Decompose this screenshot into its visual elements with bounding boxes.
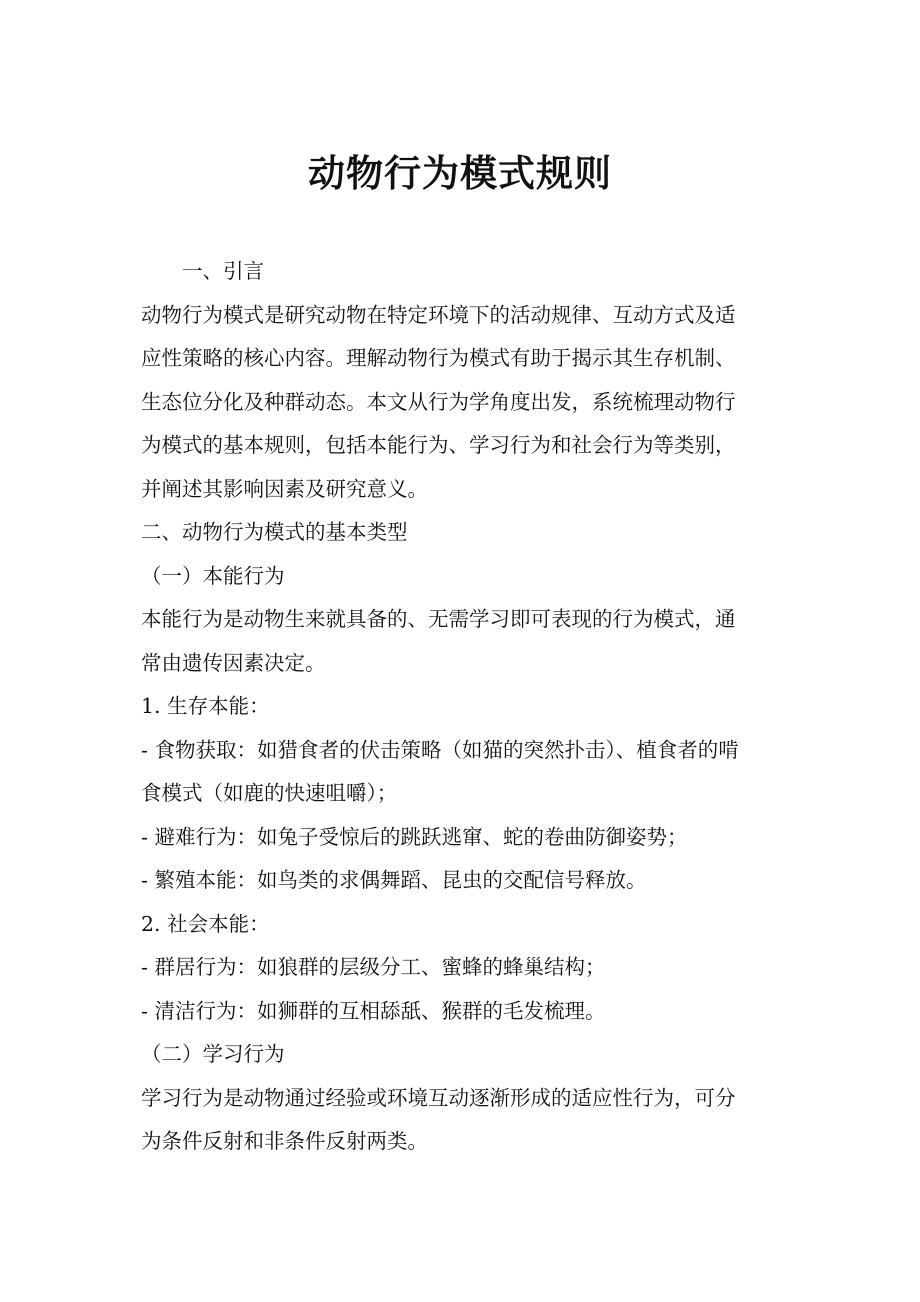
list-item: - 清洁行为：如狮群的互相舔舐、猴群的毛发梳理。 <box>141 998 606 1023</box>
list-item: - 繁殖本能：如鸟类的求偶舞蹈、昆虫的交配信号释放。 <box>141 868 647 892</box>
document-body <box>141 250 781 1164</box>
section-heading-intro: 一、引言 <box>182 259 264 283</box>
subsection-heading-instinct: （一）本能行为 <box>141 563 285 588</box>
list-item: - 群居行为：如狼群的层级分工、蜜蜂的蜂巢结构； <box>141 955 606 979</box>
paragraph-line: 动物行为模式是研究动物在特定环境下的活动规律、互动方式及适 <box>141 302 736 327</box>
list-heading-social: 2. 社会本能： <box>141 911 270 936</box>
paragraph-line: 并阐述其影响因素及研究意义。 <box>141 476 428 501</box>
document-title: 动物行为模式规则 <box>308 152 612 195</box>
paragraph-line: 为模式的基本规则，包括本能行为、学习行为和社会行为等类别， <box>141 433 736 457</box>
section-heading-types: 二、动物行为模式的基本类型 <box>141 520 408 544</box>
subsection-heading-learning: （二）学习行为 <box>141 1042 285 1066</box>
list-heading-survival: 1. 生存本能： <box>141 694 270 718</box>
list-item: - 避难行为：如兔子受惊后的跳跃逃窜、蛇的卷曲防御姿势； <box>141 824 688 849</box>
list-item-continuation: 食模式（如鹿的快速咀嚼）； <box>141 781 398 805</box>
paragraph-line: 本能行为是动物生来就具备的、无需学习即可表现的行为模式，通 <box>141 607 736 631</box>
list-item: - 食物获取：如猎食者的伏击策略（如猫的突然扑击）、植食者的啃 <box>141 737 739 762</box>
paragraph-line: 学习行为是动物通过经验或环境互动逐渐形成的适应性行为，可分 <box>141 1085 736 1110</box>
paragraph-line: 常由遗传因素决定。 <box>141 650 326 675</box>
paragraph-line: 生态位分化及种群动态。本文从行为学角度出发，系统梳理动物行 <box>141 389 736 414</box>
paragraph-line: 为条件反射和非条件反射两类。 <box>141 1129 428 1153</box>
paragraph-line: 应性策略的核心内容。理解动物行为模式有助于揭示其生存机制、 <box>141 346 736 370</box>
